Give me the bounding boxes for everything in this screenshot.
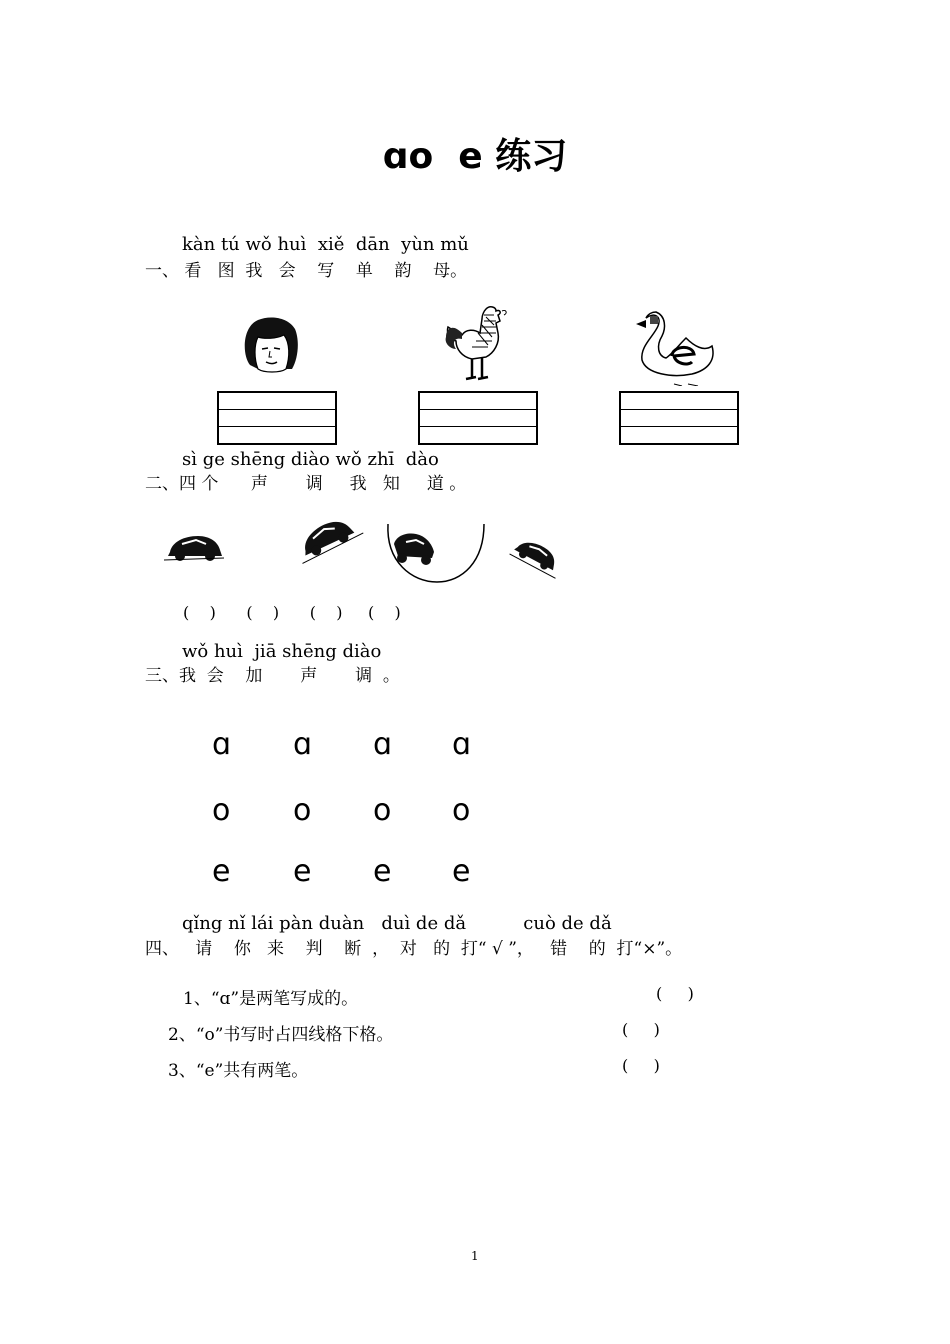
- section2-pinyin: sì ge shēng diào wǒ zhī dào: [182, 449, 439, 470]
- section4-pinyin: qǐng nǐ lái pàn duàn duì de dǎ cuò de dǎ: [182, 913, 612, 934]
- section1-pinyin: kàn tú wǒ huì xiě dān yùn mǔ: [182, 234, 469, 255]
- rooster-image: [442, 303, 514, 387]
- section3-heading: 三、我 会 加 声 调 。: [145, 666, 400, 686]
- question-3-answer[interactable]: ( ): [622, 1056, 660, 1075]
- question-2-text: 2、“o”书写时占四线格下格。: [168, 1025, 394, 1045]
- vowel-a-3: ɑ: [373, 727, 393, 762]
- vowel-a-2: ɑ: [293, 727, 313, 762]
- section2-heading: 二、四 个 声 调 我 知 道 。: [145, 474, 467, 494]
- vowel-e-1: e: [212, 854, 231, 889]
- page-number: 1: [471, 1249, 479, 1263]
- section3-pinyin: wǒ huì jiā shēng diào: [182, 641, 382, 662]
- vowel-o-3: o: [373, 793, 392, 828]
- writing-box-3[interactable]: [619, 391, 739, 445]
- writing-box-2[interactable]: [418, 391, 538, 445]
- writing-box-1[interactable]: [217, 391, 337, 445]
- swan-image: [632, 306, 722, 386]
- section4-heading: 四、 请 你 来 判 断 ， 对 的 打“ √ ”， 错 的 打“×”。: [145, 939, 683, 959]
- vowel-e-4: e: [452, 854, 471, 889]
- question-1-text: 1、“ɑ”是两笔写成的。: [183, 989, 359, 1009]
- vowel-o-1: o: [212, 793, 231, 828]
- car-falling-icon: [510, 534, 566, 578]
- car-rising-icon: [292, 512, 365, 563]
- vowel-a-1: ɑ: [212, 727, 232, 762]
- car-flat-icon: [164, 536, 224, 561]
- question-3-text: 3、“e”共有两笔。: [168, 1061, 309, 1081]
- car-dip-icon: [388, 524, 484, 582]
- four-tones-cars-image: [162, 512, 592, 587]
- vowel-a-4: ɑ: [452, 727, 472, 762]
- vowel-o-2: o: [293, 793, 312, 828]
- page-title: ɑo e 练习: [382, 136, 568, 177]
- question-1-answer[interactable]: ( ): [656, 984, 694, 1003]
- vowel-e-2: e: [293, 854, 312, 889]
- vowel-e-3: e: [373, 854, 392, 889]
- section2-answer-parens[interactable]: ( ) ( ) ( ) ( ): [183, 603, 401, 622]
- section1-heading: 一、 看 图 我 会 写 单 韵 母。: [145, 261, 468, 281]
- vowel-o-4: o: [452, 793, 471, 828]
- question-2-answer[interactable]: ( ): [622, 1020, 660, 1039]
- woman-face-image: [240, 315, 302, 373]
